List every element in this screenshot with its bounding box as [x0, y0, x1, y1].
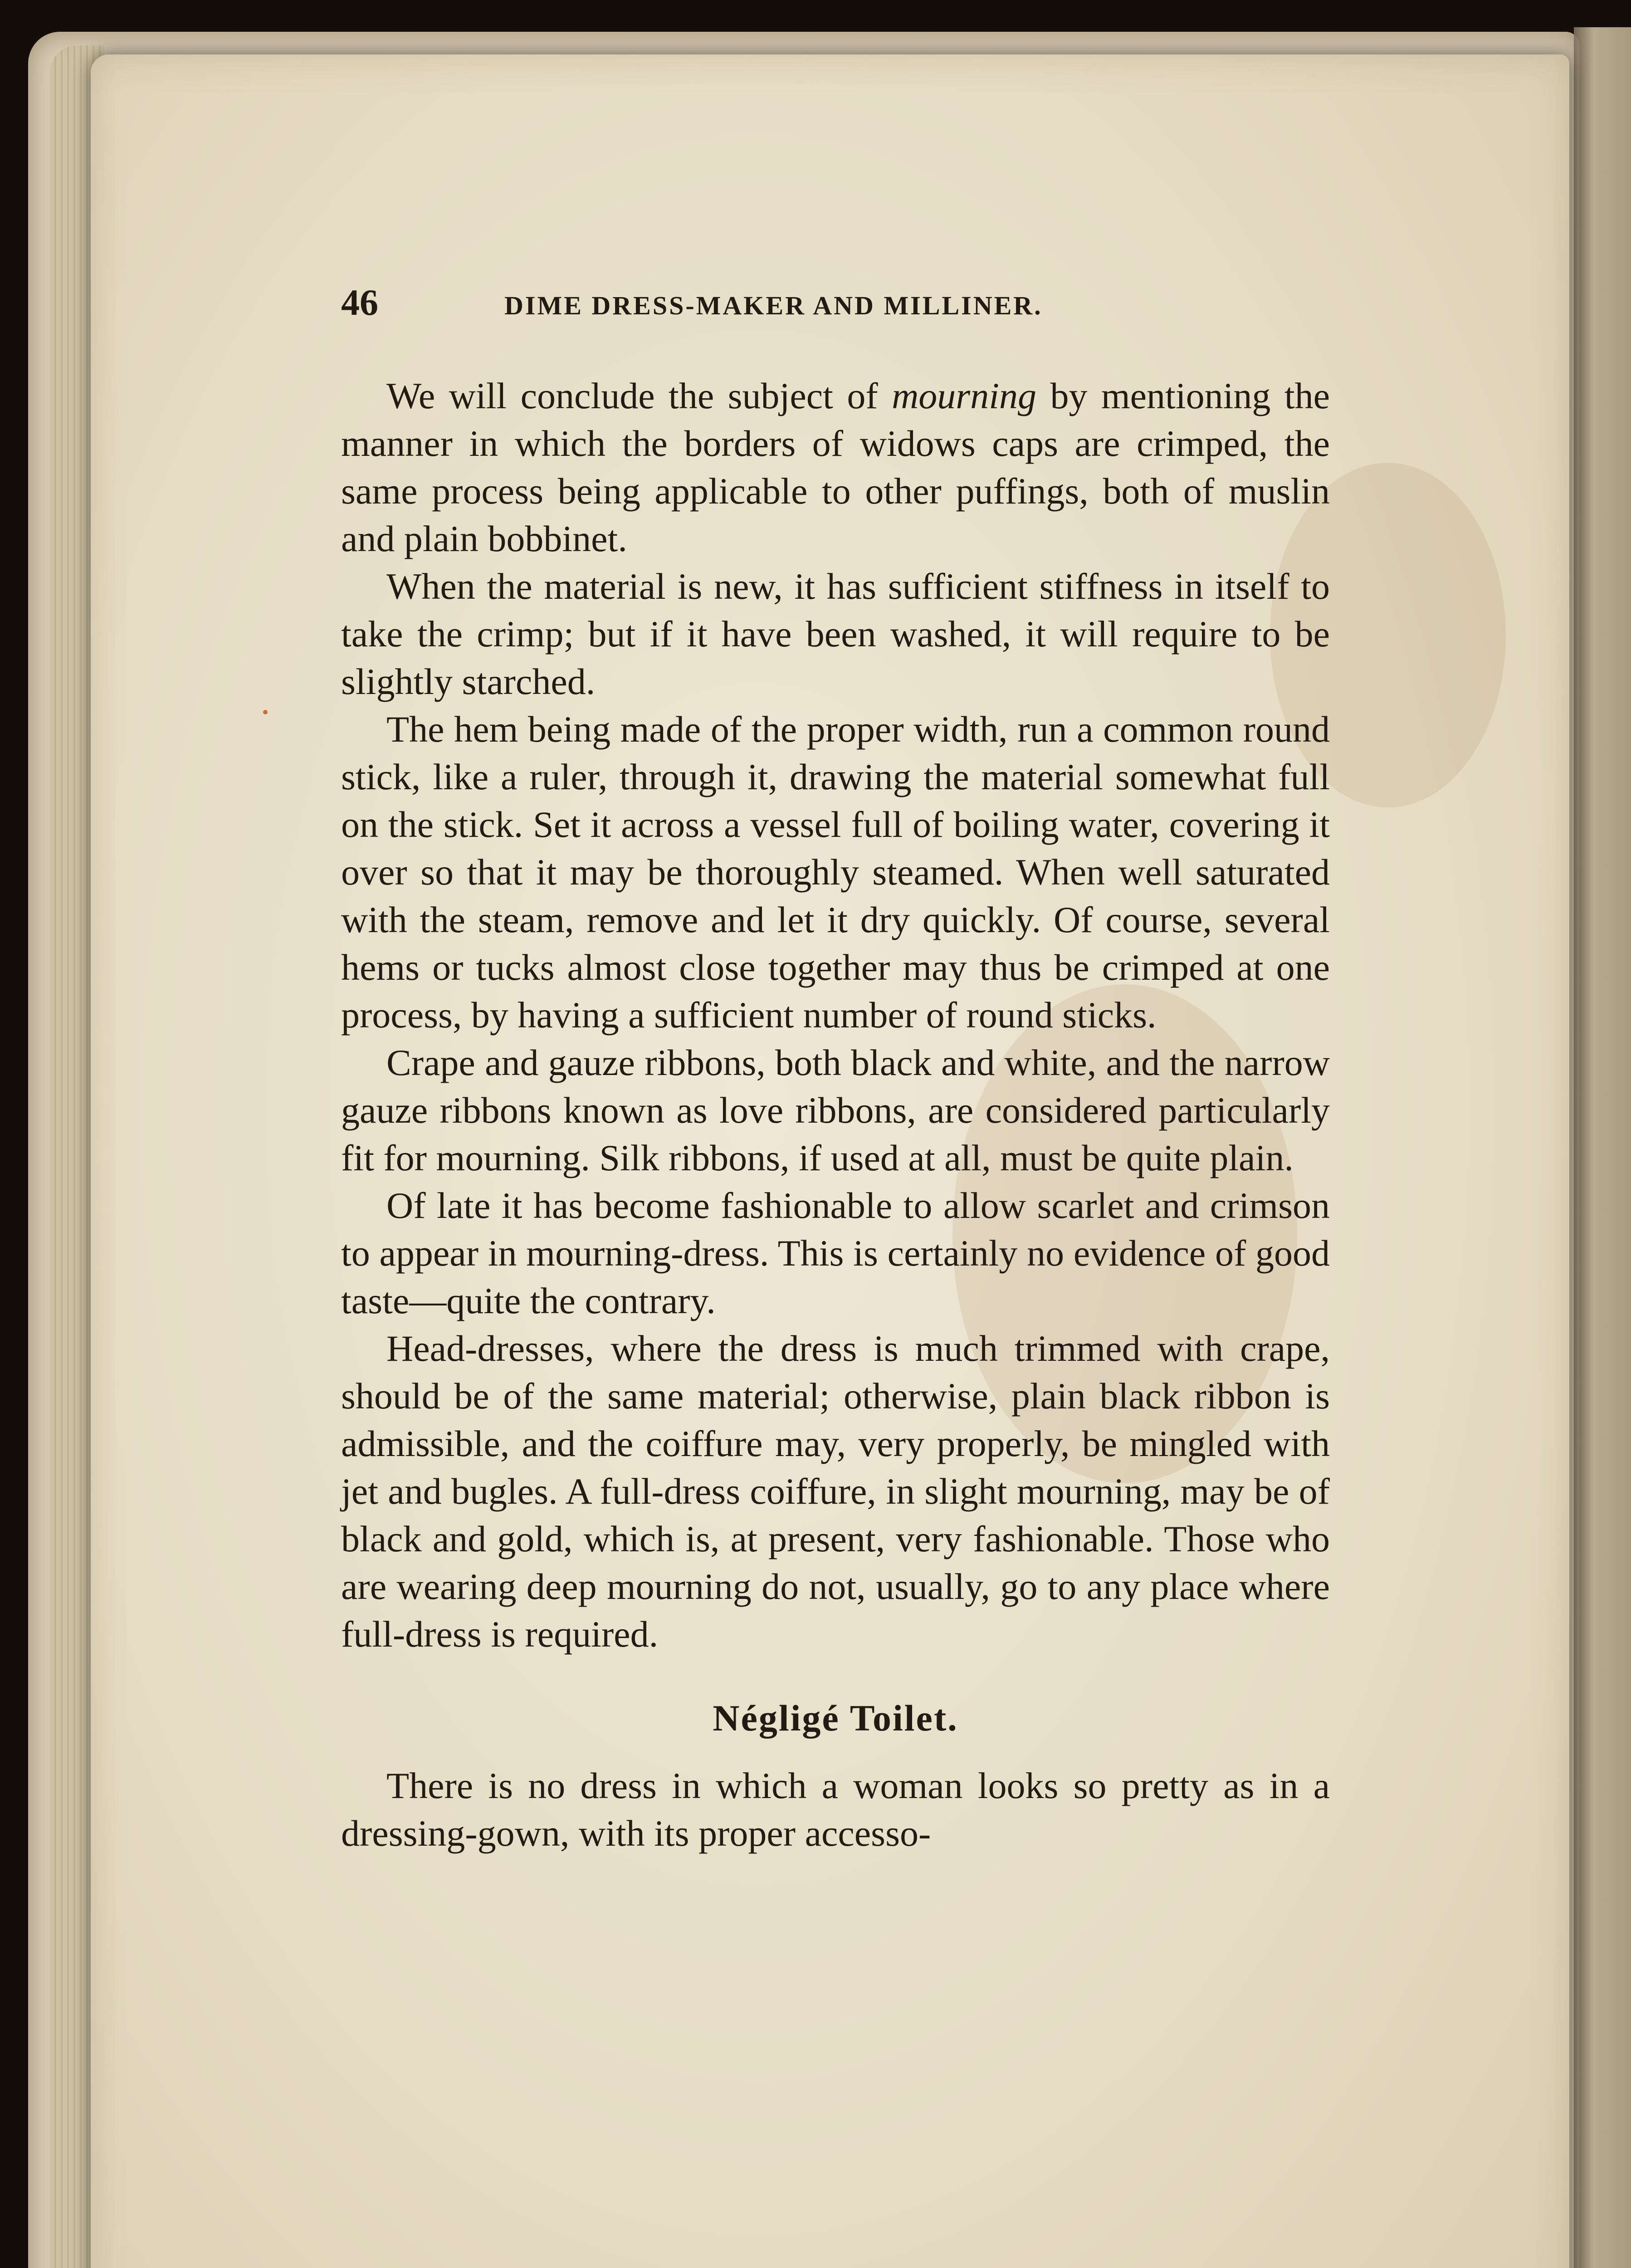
page-number: 46	[341, 282, 378, 323]
ink-speck	[263, 710, 268, 714]
body-text	[341, 372, 1330, 1857]
paragraph-1	[341, 372, 1330, 562]
paragraph-2: When the material is new, it has sufficient stiffness in itself to take the crimp; but if it have been washed, it will require to be slightly starched.	[341, 566, 1330, 702]
section-paragraph: There is no dress in which a woman looks so pretty as in a dressing-gown, with its proper accesso-	[341, 1765, 1330, 1854]
running-head-title: DIME DRESS-MAKER AND MILLINER.	[504, 291, 1043, 320]
paragraph-3: The hem being made of the proper width, run a common round stick, like a ruler, through it, drawing the material somewhat full on the stick. Set it across a vessel full of boiling water, covering it over so that it may be thoroughly steamed. When well saturated with the steam, remove and let it dry quickly. Of course, several hems or tucks almost close together may thus be crimped at one process, by having a sufficient number of round sticks.	[341, 709, 1330, 1036]
paragraph-5: Of late it has become fashionable to allow scarlet and crimson to appear in mourning-dress. This is certainly no evidence of good taste—quite the contrary.	[341, 1185, 1330, 1321]
adjacent-page-edge	[1574, 27, 1631, 2268]
paragraph-1-italic: mourning	[892, 375, 1037, 416]
running-head	[341, 281, 1330, 327]
paragraph-1-before: We will conclude the subject of	[386, 375, 892, 416]
paragraph-1-after: by mentioning the manner in which the borders of widows caps are crimped, the same process being applicable to other puffings, both of muslin and plain bobbinet.	[341, 375, 1330, 559]
paragraph-4: Crape and gauze ribbons, both black and white, and the narrow gauze ribbons known as love ribbons, are considered particularly fit for mourning. Silk ribbons, if used at all, must be quite plain.	[341, 1042, 1330, 1178]
paragraph-6: Head-dresses, where the dress is much trimmed with crape, should be of the same material; otherwise, plain black ribbon is admissible, and the coiffure may, very properly, be mingled with jet and bugles. A full-dress coiffure, in slight mourning, may be of black and gold, which is, at present, very fashionable. Those who are wearing deep mourning do not, usually, go to any place where full-dress is required.	[341, 1328, 1330, 1655]
section-heading: Négligé Toilet.	[713, 1697, 958, 1739]
